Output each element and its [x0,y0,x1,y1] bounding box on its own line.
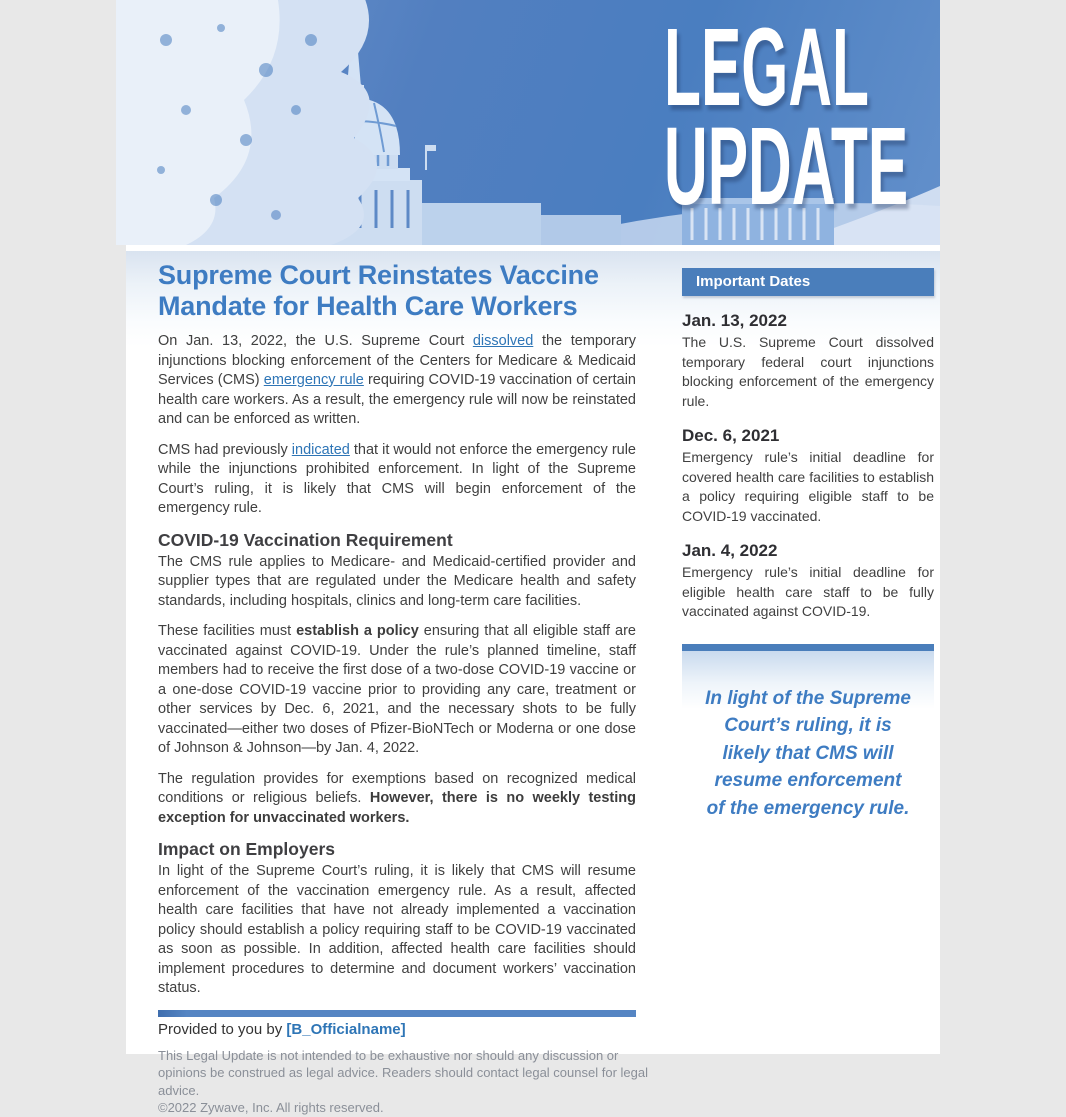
bold-run-establish-policy: establish a policy [296,623,419,639]
section-heading-impact-on-employers: Impact on Employers [158,839,335,859]
paragraph-3: The CMS rule applies to Medicare- and Medicaid-certified provider and supplier types that are regulated under the Medicare health and safety standards, including hospitals, clinics and long-term care facilities. [158,553,636,609]
date-heading: Jan. 4, 2022 [682,541,778,560]
date-heading: Jan. 13, 2022 [682,311,787,330]
bold-run-no-testing-exception: However, there is no weekly testing exception for unvaccinated workers. [158,790,637,826]
link-dissolved[interactable]: dissolved [472,333,534,349]
date-text: The U.S. Supreme Court dissolved temporary federal court injunctions blocking enforcement of the emergency rule. [682,334,934,409]
text-run: On Jan. 13, 2022, the U.S. Supreme Court [158,333,473,349]
date-item [682,311,934,411]
text-run: requiring COVID-19 vaccination of certain health care workers. As a result, the emergency rule will now be reinstated and can be enforced as written. [158,372,636,427]
tree-silhouette [116,0,377,245]
text-run: that it would not enforce the emergency rule while the injunctions prohibited enforcement. In light of the Supreme Court’s ruling, it is likely that CMS will begin enforcement of the emergency rule. [158,441,637,516]
disclaimer-body: This Legal Update is not intended to be exhaustive nor should any discussion or opinions be construed as legal advice. Readers should contact legal counsel for legal advice. [158,1047,648,1098]
footer-divider [158,1010,636,1017]
banner-title-line2: UPDATE [664,105,909,228]
copyright-text: ©2022 Zywave, Inc. All rights reserved. [158,1100,384,1115]
date-text: Emergency rule’s initial deadline for covered health care facilities to establish a policy requiring eligible staff to be COVID-19 vaccinated. [682,449,934,524]
link-emergency-rule[interactable]: emergency rule [263,372,364,388]
paragraph-2 [158,441,636,519]
pull-quote-box [682,644,934,865]
article-headline: Supreme Court Reinstates Vaccine Mandate for Health Care Workers [158,260,599,321]
provided-by-prefix: Provided to you by [158,1020,287,1038]
link-indicated[interactable]: indicated [291,441,350,458]
paragraph-4 [158,622,636,759]
date-item [682,426,934,526]
text-run: ensuring that all eligible staff are vaccinated against COVID-19. Under the rule’s planned timeline, staff members had to receive the first dose of a two-dose COVID-19 vaccine or a one-dose COVID-19 vaccine prior to providing any care, treatment or other services by Dec. 6, 2021, and the necessary shots to be fully vaccinated—either two doses of Pfizer-BioNTech or Moderna or one dose of Johnson & Johnson—by Jan. 4, 2022. [158,623,636,756]
text-run: These facilities must [158,623,297,639]
banner-title [664,6,1066,228]
banner [126,0,940,245]
section-heading-vaccination-requirement: COVID-19 Vaccination Requirement [158,529,453,550]
text-run: CMS had previously [158,441,292,458]
paragraph-1 [158,332,636,430]
provided-by-line [158,1021,636,1038]
disclaimer-text [158,1047,664,1117]
important-dates-sidebar [682,268,934,864]
pull-quote: In light of the Supreme Court’s ruling, it is likely that CMS will resume enforcement of the emergency rule. [705,687,911,819]
text-run: the temporary injunctions blocking enforcement of the Centers for Medicare & Medicaid Services (CMS) [158,333,636,388]
date-text: Emergency rule’s initial deadline for eligible health care staff to be fully vaccinated against COVID-19. [682,564,934,619]
banner-title-line1: LEGAL [664,6,870,129]
paragraph-5 [158,770,636,829]
provided-by-name: [B_Officialname] [286,1020,406,1038]
date-heading: Dec. 6, 2021 [682,426,780,445]
date-item [682,541,934,622]
sidebar-header: Important Dates [682,268,934,296]
article-column [158,258,648,1117]
paragraph-6: In light of the Supreme Court’s ruling, it is likely that CMS will resume enforcement of the vaccination emergency rule. As a result, affected health care facilities that have not already implemented a vaccination policy should establish a policy requiring staff to be COVID-19 vaccinated as soon as possible. In addition, affected health care facilities should implement procedures to determine and document workers’ vaccination status. [158,863,636,996]
legal-update-page [126,0,940,1115]
text-run: The regulation provides for exemptions based on recognized medical conditions or religious beliefs. [158,770,636,806]
